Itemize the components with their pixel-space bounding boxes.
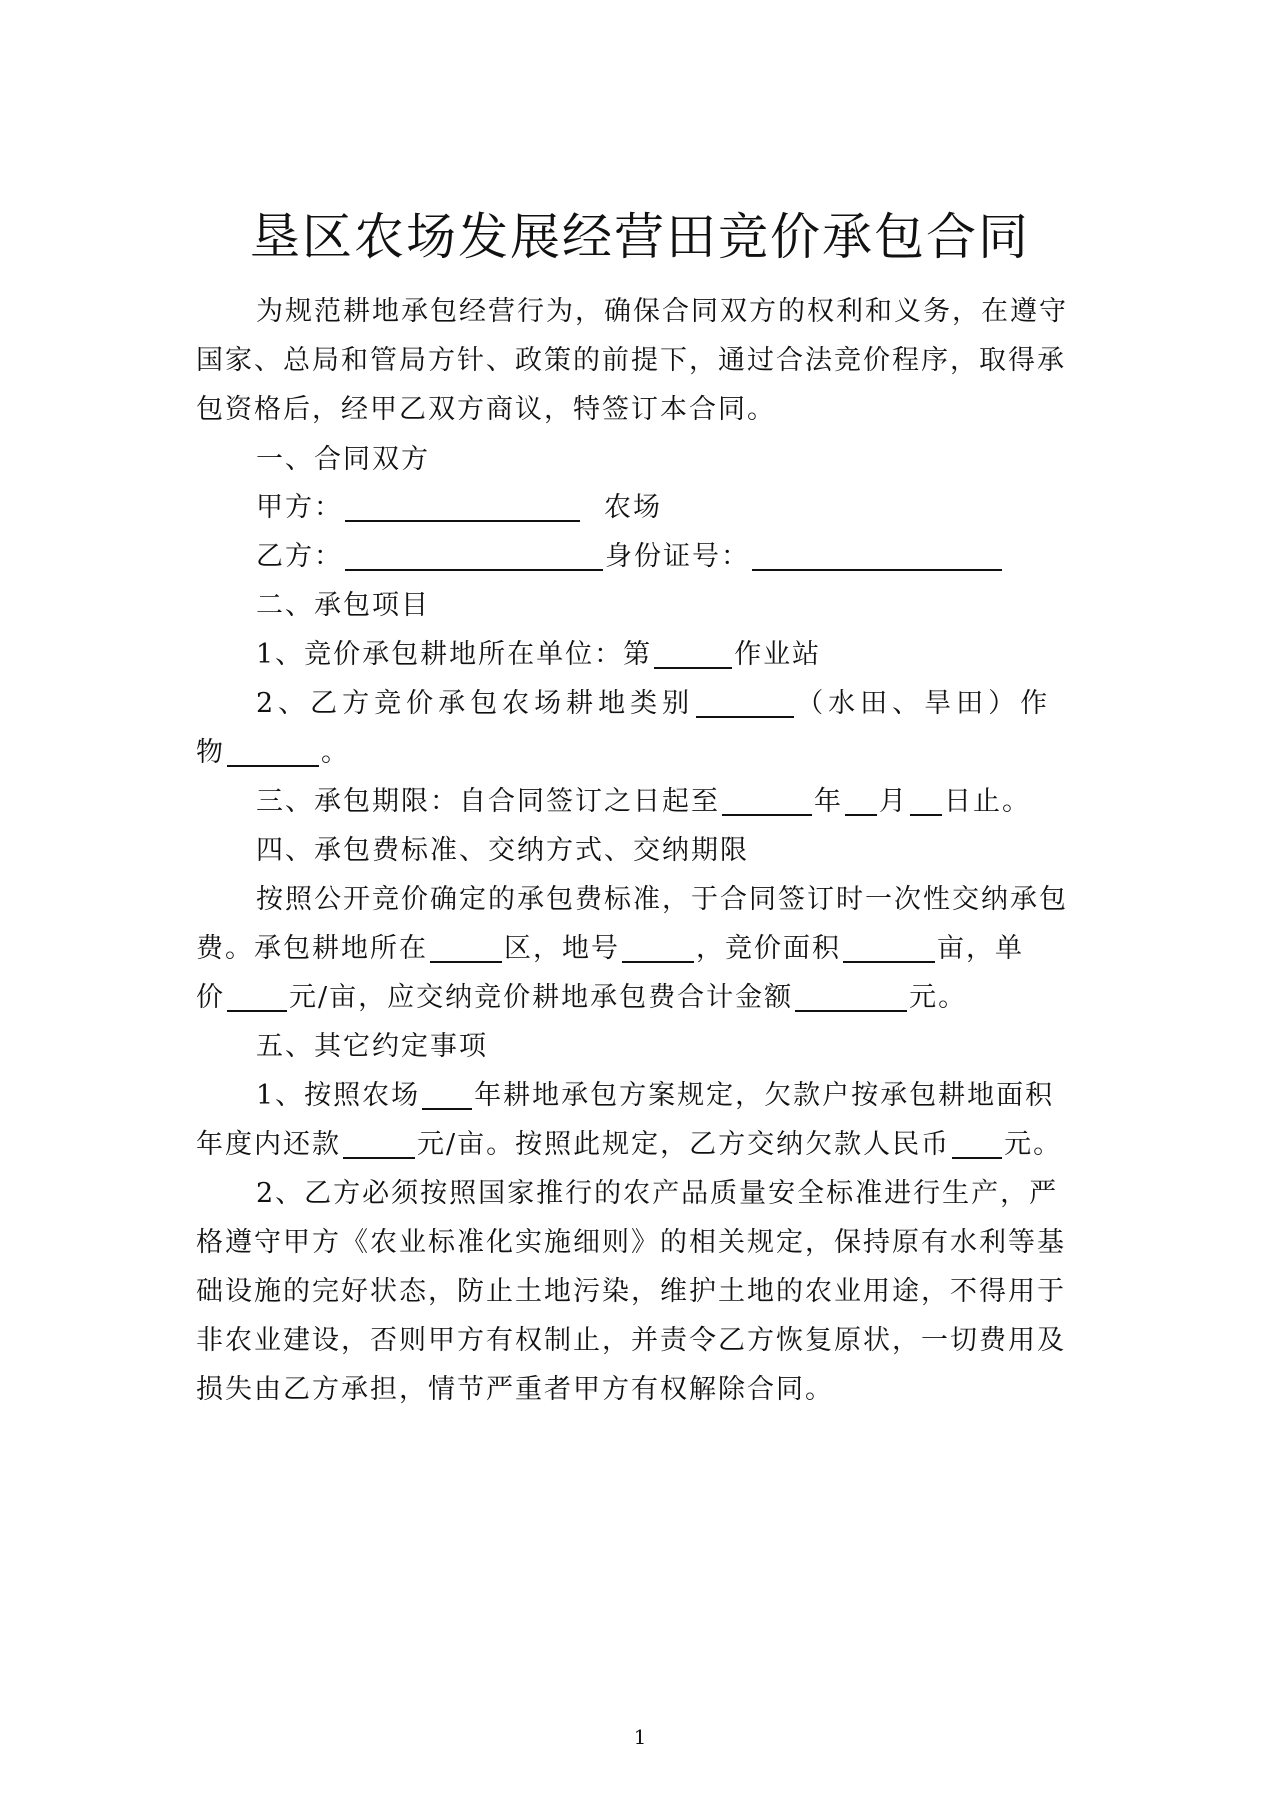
day-blank xyxy=(910,784,942,816)
party-b-label: 乙方： xyxy=(256,541,343,572)
arrears-label: 元/亩。按照此规定，乙方交纳欠款人民币 xyxy=(417,1129,951,1160)
scheme-year-blank xyxy=(422,1078,472,1110)
plot-label: 区，地号 xyxy=(504,933,620,964)
price-label: 价 xyxy=(196,982,225,1013)
term-prefix: 三、承包期限：自合同签订之日起至 xyxy=(256,786,720,817)
party-b-line xyxy=(256,537,1004,577)
year-label: 年 xyxy=(814,786,843,817)
station-blank xyxy=(654,637,732,669)
id-blank xyxy=(752,539,1002,571)
item-1-prefix: 1、竞价承包耕地所在单位：第 xyxy=(256,639,653,670)
section-4-line-2 xyxy=(196,929,1024,969)
party-a-suffix: 农场 xyxy=(604,492,662,523)
section-4-line-1: 按照公开竞价确定的承包费标准，于合同签订时一次性交纳承包 xyxy=(256,884,1068,915)
section-2-item-1 xyxy=(256,635,821,675)
area-location-label: 费。承包耕地所在 xyxy=(196,933,428,964)
section-4-line-3 xyxy=(196,978,967,1018)
district-blank xyxy=(430,931,502,963)
price-blank xyxy=(227,980,287,1012)
mu-label: 亩，单 xyxy=(937,933,1024,964)
section-5-item-2-line-2: 格遵守甲方《农业标准化实施细则》的相关规定，保持原有水利等基 xyxy=(196,1227,1066,1258)
page-number: 1 xyxy=(633,1725,647,1749)
arrears-yuan: 元。 xyxy=(1004,1129,1063,1160)
section-5-item-1-line-1 xyxy=(256,1076,1054,1116)
day-label: 日止。 xyxy=(944,786,1031,817)
total-blank xyxy=(795,980,907,1012)
item-2-prefix: 2、乙方竞价承包农场耕地类别 xyxy=(256,688,695,719)
section-5-item-2-line-3: 础设施的完好状态，防止土地污染，维护土地的农业用途，不得用于 xyxy=(196,1276,1066,1307)
section-2-item-2-cont xyxy=(196,733,350,773)
party-a-label: 甲方： xyxy=(256,492,343,523)
section-5-item-2-line-4: 非农业建设，否则甲方有权制止，并责令乙方恢复原状，一切费用及 xyxy=(196,1325,1066,1356)
intro-line-2: 国家、总局和管局方针、政策的前提下，通过合法竞价程序，取得承 xyxy=(196,345,1066,376)
crop-blank xyxy=(227,735,319,767)
year-blank xyxy=(722,784,812,816)
farm-year-label: 1、按照农场 xyxy=(256,1080,421,1111)
section-2-item-2 xyxy=(256,684,1052,724)
crop-period: 。 xyxy=(321,737,350,768)
scheme-text: 年耕地承包方案规定，欠款户按承包耕地面积 xyxy=(474,1080,1055,1111)
section-5-heading: 五、其它约定事项 xyxy=(256,1031,488,1062)
section-4-heading: 四、承包费标准、交纳方式、交纳期限 xyxy=(256,835,749,866)
item-2-suffix: （水田、旱田）作 xyxy=(796,688,1053,719)
item-1-suffix: 作业站 xyxy=(734,639,822,670)
yuan-label: 元。 xyxy=(909,982,968,1013)
bid-area-blank xyxy=(843,931,935,963)
section-1-heading: 一、合同双方 xyxy=(256,444,430,475)
party-a-blank xyxy=(345,490,580,522)
party-a-line xyxy=(256,488,662,528)
intro-line-3: 包资格后，经甲乙双方商议，特签订本合同。 xyxy=(196,394,776,425)
document-title: 垦区农场发展经营田竞价承包合同 xyxy=(250,208,1030,266)
section-5-item-2-line-1: 2、乙方必须按照国家推行的农产品质量安全标准进行生产，严 xyxy=(256,1178,1059,1209)
section-2-heading: 二、承包项目 xyxy=(256,590,430,621)
repay-label: 年度内还款 xyxy=(196,1129,341,1160)
section-3-term xyxy=(256,782,1031,822)
arrears-blank xyxy=(952,1127,1002,1159)
section-5-item-2-line-5: 损失由乙方承担，情节严重者甲方有权解除合同。 xyxy=(196,1374,834,1405)
party-b-blank xyxy=(345,539,603,571)
section-5-item-1-line-2 xyxy=(196,1125,1062,1165)
bid-area-label: ，竞价面积 xyxy=(696,933,841,964)
month-label: 月 xyxy=(879,786,908,817)
repay-blank xyxy=(343,1127,415,1159)
land-type-blank xyxy=(696,686,794,718)
total-label: 元/亩，应交纳竞价耕地承包费合计金额 xyxy=(289,982,794,1013)
id-label: 身份证号： xyxy=(605,541,750,572)
plot-blank xyxy=(622,931,694,963)
crop-label: 物 xyxy=(196,737,225,768)
month-blank xyxy=(845,784,877,816)
intro-line-1: 为规范耕地承包经营行为，确保合同双方的权利和义务，在遵守 xyxy=(256,296,1068,327)
